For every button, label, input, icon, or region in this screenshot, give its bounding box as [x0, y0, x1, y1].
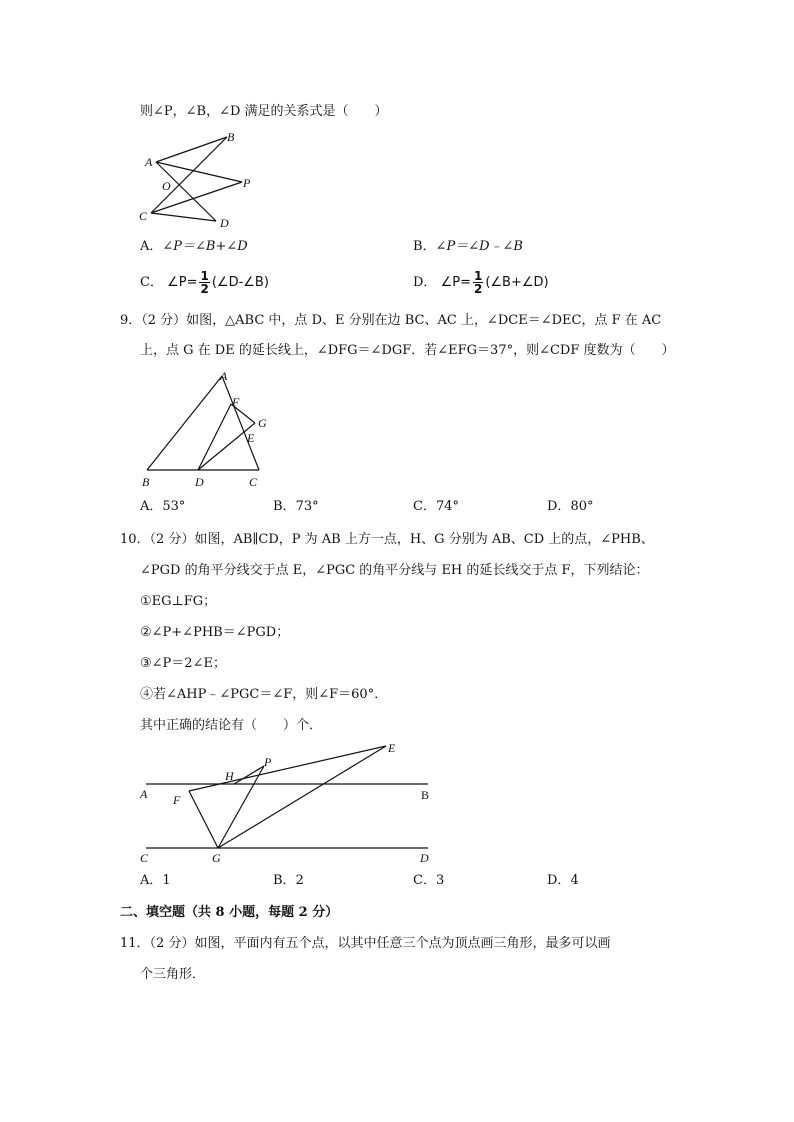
option-key: A． [140, 239, 163, 254]
section-title-fill-in: 二、填空题（共 8 小题，每题 2 分） [120, 905, 339, 920]
q9-option-a [140, 498, 185, 516]
option-key: B． [273, 499, 296, 514]
option-lead: ∠P= [167, 275, 198, 290]
q9-figure [135, 368, 280, 496]
q8-option-d [413, 269, 549, 297]
fraction-denominator: 2 [200, 282, 209, 296]
q10-label-A: A [140, 787, 148, 801]
q8-stem-tail: 则∠P，∠B，∠D 满足的关系式是（ ） [140, 104, 388, 119]
option-text: 2 [295, 873, 304, 888]
option-lead: ∠P= [440, 275, 471, 290]
option-tail: (∠D-∠B) [211, 275, 269, 290]
q9-label-D: D [195, 475, 204, 489]
q10-option-d [547, 872, 579, 890]
option-key: C． [413, 873, 436, 888]
fraction-one-half [473, 270, 483, 295]
q11-line-2: 个三角形． [140, 967, 206, 982]
option-key: C． [140, 275, 163, 290]
option-key: D． [413, 275, 437, 290]
q8-option-b [413, 238, 523, 256]
q10-option-b [273, 872, 304, 890]
q10-label-G: G [212, 851, 221, 865]
q10-label-H: H [225, 769, 234, 783]
fraction-one-half [199, 270, 209, 295]
option-key: B． [273, 873, 296, 888]
q10-label-P: P [264, 755, 272, 769]
option-tail: (∠B+∠D) [485, 275, 549, 290]
q8-option-c [140, 269, 269, 297]
option-text: 53° [162, 499, 186, 514]
option-text: 4 [570, 873, 579, 888]
q8-label-O: O [162, 179, 171, 193]
q10-ask: 其中正确的结论有（ ）个． [140, 718, 323, 733]
q9-label-C: C [249, 475, 258, 489]
option-text: ∠P＝∠D﹣∠B [435, 239, 523, 254]
q10-option-a [140, 872, 171, 890]
option-text: 74° [435, 499, 459, 514]
q10-conclusion-2: ②∠P+∠PHB＝∠PGD； [140, 625, 290, 640]
option-key: A． [140, 499, 163, 514]
fraction-numerator: 1 [200, 269, 209, 283]
option-key: D． [547, 499, 571, 514]
option-text: 1 [162, 873, 171, 888]
q10-figure [130, 738, 440, 868]
option-key: C． [413, 499, 436, 514]
option-key: A． [140, 873, 163, 888]
q8-label-D: D [220, 216, 229, 230]
option-text: 80° [570, 499, 594, 514]
q9-label-A: A [220, 369, 228, 383]
q9-option-c [413, 498, 459, 516]
fraction-denominator: 2 [473, 282, 483, 296]
q10-label-D: D [420, 851, 429, 865]
q10-conclusion-1: ①EG⊥FG； [140, 594, 217, 609]
q9-label-B: B [142, 475, 150, 489]
q10-conclusion-3: ③∠P＝2∠E； [140, 656, 226, 671]
q10-label-B: B [421, 788, 430, 802]
option-text: 73° [295, 499, 319, 514]
q9-option-b [273, 498, 319, 516]
q10-label-C: C [140, 851, 149, 865]
q9-line-1: 9．（2 分）如图，△ABC 中，点 D、E 分别在边 BC、AC 上，∠DCE＝∠DEC，点 F 在 AC [120, 313, 662, 328]
q8-label-C: C [139, 209, 148, 223]
q10-option-c [413, 872, 444, 890]
q10-line-2: ∠PGD 的角平分线交于点 E，∠PGC 的角平分线与 EH 的延长线交于点 F，下列结论： [140, 563, 649, 578]
q10-label-E: E [388, 741, 396, 755]
q10-line-1: 10．（2 分）如图，AB∥CD，P 为 AB 上方一点，H、G 分别为 AB、CD 上的点，∠PHB、 [120, 532, 654, 547]
option-text: ∠P＝∠B+∠D [162, 239, 248, 254]
q9-option-d [547, 498, 593, 516]
q8-figure [130, 128, 270, 233]
q8-option-a [140, 238, 248, 256]
fraction-numerator: 1 [473, 269, 483, 283]
q9-line-2: 上，点 G 在 DE 的延长线上，∠DFG＝∠DGF．若∠EFG＝37°，则∠CDF 度数为（ ） [140, 343, 675, 358]
option-text: 3 [435, 873, 445, 888]
q9-label-E: E [247, 431, 255, 445]
q8-label-B: B [227, 130, 235, 144]
q9-label-F: F [232, 395, 240, 409]
option-key: B． [413, 239, 436, 254]
option-key: D． [547, 873, 571, 888]
q8-label-A: A [145, 155, 153, 169]
q9-label-G: G [258, 416, 267, 430]
q8-label-P: P [243, 176, 251, 190]
q11-line-1: 11．（2 分）如图，平面内有五个点，以其中任意三个点为顶点画三角形，最多可以画 [120, 936, 611, 951]
q10-label-F: F [173, 793, 181, 807]
q10-conclusion-4: ④若∠AHP﹣∠PGC＝∠F，则∠F＝60°． [140, 687, 388, 702]
